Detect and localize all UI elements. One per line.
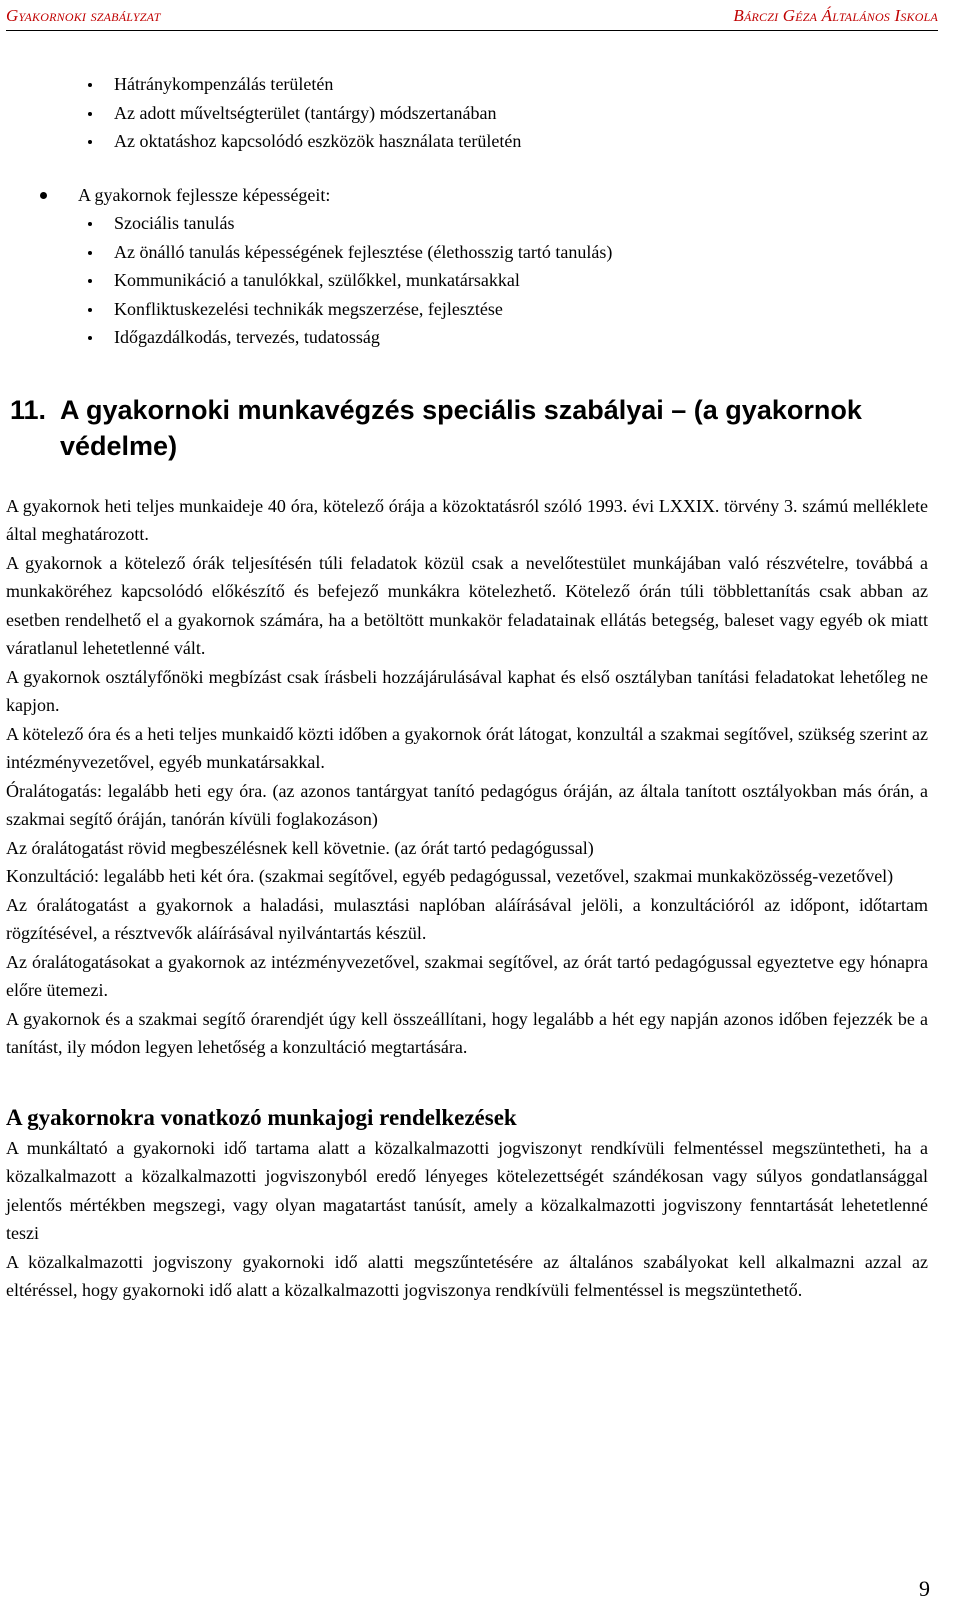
list-item: Hátránykompenzálás területén	[6, 70, 928, 99]
list-item: Konfliktuskezelési technikák megszerzése, fejlesztése	[6, 295, 928, 324]
list-item: Szociális tanulás	[6, 209, 928, 238]
top-bullet-list	[6, 70, 928, 156]
paragraph: A közalkalmazotti jogviszony gyakornoki idő alatti megszűntetésére az általános szabályokat kell alkalmazni azzal az eltéréssel, hogy gyakornoki idő alatt a közalkalmazotti jogviszonya rendkívüli felmentéssel is megszüntethető.	[6, 1251, 928, 1300]
paragraph: A gyakornok és a szakmai segítő órarendjét úgy kell összeállítani, hogy legalább a hét egy napján azonos időben fejezzék be a tanítást, ily módon legyen lehetőség a konzultáció megtartására.	[6, 1008, 928, 1057]
paragraph: Az óralátogatást rövid megbeszélésnek kell követnie. (az órát tartó pedagógussal)	[6, 837, 594, 858]
section-heading	[6, 392, 928, 464]
paragraph: Az óralátogatást a gyakornok a haladási, mulasztási naplóban aláírásával jelöli, a konzultációról az időpont, időtartam rögzítésével, a résztvevők aláírásával nyilvántartás készül.	[6, 894, 928, 943]
page-header	[6, 4, 938, 31]
skills-intro: A gyakornok fejlessze képességeit:	[6, 181, 928, 210]
page-number: 9	[919, 1576, 930, 1601]
list-item: Az oktatáshoz kapcsolódó eszközök használata területén	[6, 127, 928, 156]
header-school-name: Bárczi Géza Általános Iskola	[733, 6, 938, 25]
paragraph: Az óralátogatásokat a gyakornok az intézményvezetővel, szakmai segítővel, az órát tartó pedagógussal egyeztetve egy hónapra előre ütemezi.	[6, 951, 928, 1000]
list-item: Az önálló tanulás képességének fejlesztése (élethosszig tartó tanulás)	[6, 238, 928, 267]
labor-law-heading: A gyakornokra vonatkozó munkajogi rendelkezések	[6, 1104, 517, 1130]
paragraph: A kötelező óra és a heti teljes munkaidő közti időben a gyakornok órát látogat, konzultál a szakmai segítővel, szükség szerint az intézményvezetővel, egyéb munkatársakkal.	[6, 723, 928, 772]
list-item: Kommunikáció a tanulókkal, szülőkkel, munkatársakkal	[6, 266, 928, 295]
paragraph: A gyakornok a kötelező órák teljesítésén túli feladatok közül csak a nevelőtestület munkájában való részvételre, továbbá a munkaköréhez kapcsolódó előkészítő és befejező munkákra kötelezhető. Kötelező órán túli többlettanítás csak abban az esetben rendelhető el a gyakornok számára, ha a betöltött munkakör feladatainak ellátás betegség, baleset vagy egyéb ok miatt váratlanul lehetetlenné vált.	[6, 552, 928, 658]
paragraph: Konzultáció: legalább heti két óra. (szakmai segítővel, egyéb pedagógussal, vezetővel, szakmai munkaközösség-vezetővel)	[6, 866, 894, 886]
list-item: Az adott műveltségterület (tantárgy) módszertanában	[6, 99, 928, 128]
section-number: 11.	[10, 394, 47, 425]
paragraph: A munkáltató a gyakornoki idő tartama alatt a közalkalmazotti jogviszonyt rendkívüli felmentéssel megszüntetheti, ha a közalkalmazott a közalkalmazotti jogviszonyból eredő lényeges kötelezettségét szándékosan vagy súlyos gondatlansággal jelentős mértékben megszegi, vagy olyan magatartást tanúsít, amely a közalkalmazotti jogviszony fenntartását lehetetlenné teszi	[6, 1137, 928, 1243]
skills-list	[6, 209, 928, 352]
paragraph: Óralátogatás: legalább heti egy óra. (az azonos tantárgyat tanító pedagógus óráján, az általa tanított osztályokban más órán, a szakmai segítő óráján, tanórán kívüli foglakozáson)	[6, 780, 928, 829]
header-document-title: Gyakornoki szabályzat	[6, 6, 161, 25]
paragraph: A gyakornok osztályfőnöki megbízást csak írásbeli hozzájárulásával kaphat és első osztályban tanítási feladatokat lehetőleg ne kapjon.	[6, 666, 928, 715]
list-item: Időgazdálkodás, tervezés, tudatosság	[6, 323, 928, 352]
section-title: A gyakornoki munkavégzés speciális szabályai – (a gyakornok védelme)	[60, 394, 862, 461]
paragraph: A gyakornok heti teljes munkaideje 40 óra, kötelező órája a közoktatásról szóló 1993. évi LXXIX. törvény 3. számú melléklete által meghatározott.	[6, 495, 928, 544]
document-body	[6, 70, 928, 1305]
